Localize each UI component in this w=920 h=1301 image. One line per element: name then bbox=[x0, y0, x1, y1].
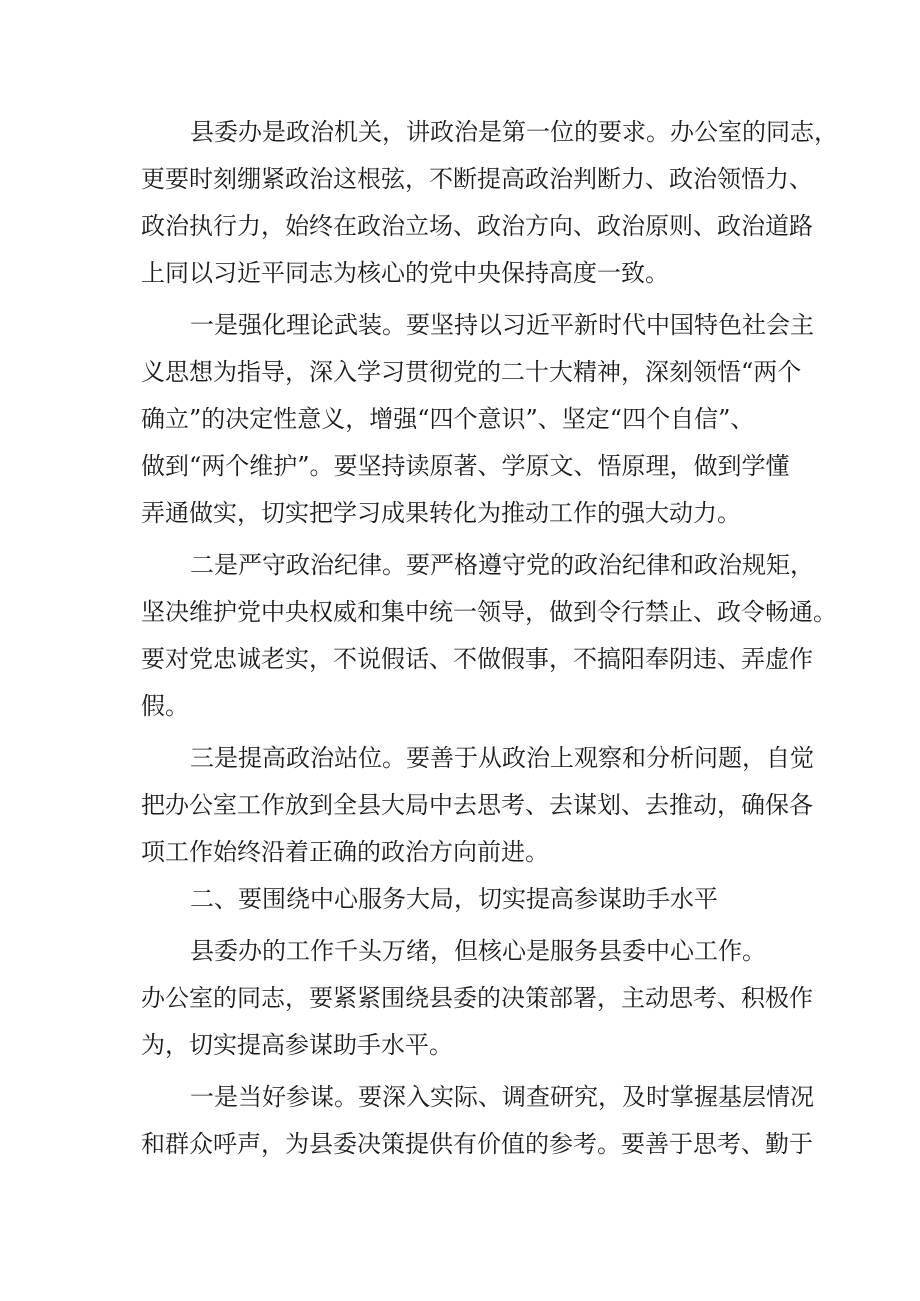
text-line: 为，切实提高参谋助手水平。 bbox=[141, 1031, 453, 1059]
text-line: 政治执行力，始终在政治立场、政治方向、政治原则、政治道路 bbox=[141, 212, 813, 240]
text-line: 做到“两个维护”。要坚持读原著、学原文、悟原理，做到学懂 bbox=[141, 452, 790, 480]
text-line: 三是提高政治站位。要善于从政治上观察和分析问题，自觉 bbox=[190, 744, 814, 772]
text-line: 二是严守政治纪律。要严格遵守党的政治纪律和政治规矩， bbox=[190, 551, 814, 579]
text-line: 弄通做实，切实把学习成果转化为推动工作的强大动力。 bbox=[141, 499, 741, 527]
text-line: 要对党忠诚老实，不说假话、不做假事，不搞阳奉阴违、弄虚作 bbox=[141, 645, 813, 673]
text-line: 更要时刻绷紧政治这根弦，不断提高政治判断力、政治领悟力、 bbox=[141, 165, 813, 193]
text-line: 把办公室工作放到全县大局中去思考、去谋划、去推动，确保各 bbox=[141, 791, 813, 819]
section-heading: 二、要围绕中心服务大局，切实提高参谋助手水平 bbox=[190, 885, 718, 913]
text-line: 一是当好参谋。要深入实际、调查研究，及时掌握基层情况 bbox=[190, 1083, 814, 1111]
text-line: 确立”的决定性意义，增强“四个意识”、坚定“四个自信”、 bbox=[141, 405, 755, 433]
text-line: 坚决维护党中央权威和集中统一领导，做到令行禁止、政令畅通。 bbox=[141, 598, 837, 626]
text-line: 假。 bbox=[141, 692, 189, 720]
text-line: 和群众呼声，为县委决策提供有价值的参考。要善于思考、勤于 bbox=[141, 1130, 813, 1158]
text-line: 县委办是政治机关，讲政治是第一位的要求。办公室的同志， bbox=[190, 118, 838, 146]
text-line: 一是强化理论武装。要坚持以习近平新时代中国特色社会主 bbox=[190, 311, 814, 339]
text-line: 办公室的同志，要紧紧围绕县委的决策部署，主动思考、积极作 bbox=[141, 984, 813, 1012]
text-line: 义思想为指导，深入学习贯彻党的二十大精神，深刻领悟“两个 bbox=[141, 358, 802, 386]
text-line: 县委办的工作千头万绪，但核心是服务县委中心工作。 bbox=[190, 937, 766, 965]
text-line: 上同以习近平同志为核心的党中央保持高度一致。 bbox=[141, 259, 669, 287]
text-line: 项工作始终沿着正确的政治方向前进。 bbox=[141, 838, 549, 866]
